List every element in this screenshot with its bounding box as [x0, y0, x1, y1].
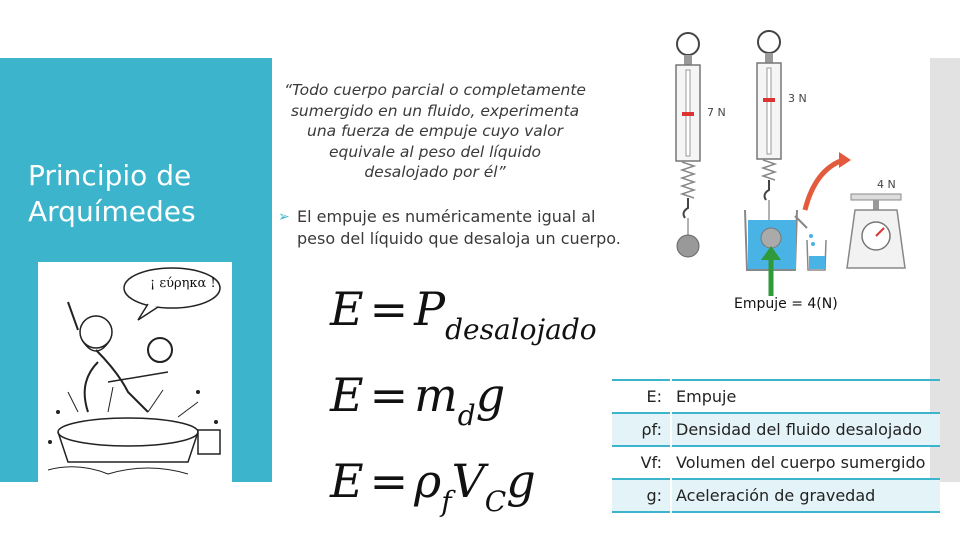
scale1-reading: 7 N [707, 106, 726, 119]
quote-line: sumergido en un fluido, experimenta [290, 101, 580, 120]
archimedes-illustration [38, 262, 232, 482]
formula-empuje-masa [330, 368, 506, 432]
legend-row [612, 446, 940, 479]
formula-equals: = [369, 368, 409, 422]
bullet-line: El empuje es numéricamente igual al [297, 207, 596, 226]
archimedes-quote [275, 80, 595, 183]
formula-symbol: ρ [414, 454, 442, 508]
buoyancy-diagram [655, 20, 930, 275]
legend-row [612, 479, 940, 512]
formula-symbol: P [414, 282, 446, 336]
spring-scales-drawing [655, 20, 930, 275]
archimedes-bath-drawing [38, 262, 232, 482]
formula-subscript: C [484, 485, 507, 518]
formula-symbol: g [506, 454, 536, 508]
quote-line: una fuerza de empuje cuyo valor [307, 122, 563, 140]
bullet-point [278, 206, 637, 250]
quote-line: equivale al peso del líquido [328, 142, 542, 161]
formula-symbol: E [330, 368, 364, 422]
empuje-label: Empuje = 4(N) [734, 296, 838, 312]
quote-line: “Todo cuerpo parcial o completamente [284, 81, 586, 99]
legend-symbol: g: [646, 486, 662, 505]
legend-row [612, 380, 940, 413]
quote-line: desalojado por él” [364, 163, 506, 181]
formula-symbol: E [330, 454, 364, 508]
slide-title: Principio de Arquímedes [28, 159, 196, 228]
formula-equals: = [369, 282, 409, 336]
formula-subscript: f [441, 485, 452, 518]
legend-description: Volumen del cuerpo sumergido [671, 446, 940, 479]
formula-symbol: V [451, 454, 485, 508]
formula-symbol: g [475, 368, 506, 422]
legend-row [612, 413, 940, 446]
formula-equals: = [369, 454, 409, 508]
legend-symbol: ρf: [641, 420, 662, 439]
formula-subscript: d [457, 399, 476, 432]
legend-description: Empuje [671, 380, 940, 413]
legend-description: Aceleración de gravedad [671, 479, 940, 512]
formula-symbol: E [330, 282, 364, 336]
balance-reading: 4 N [877, 178, 896, 191]
eureka-bubble-text: ¡ εύρηκα ! [150, 276, 216, 291]
variables-legend-table [612, 379, 940, 513]
legend-description: Densidad del fluido desalojado [671, 413, 940, 446]
formula-symbol: m [414, 368, 458, 422]
bullet-arrow-icon: ➢ [278, 209, 290, 225]
formula-subscript: desalojado [445, 313, 597, 346]
scale2-reading: 3 N [788, 92, 807, 105]
empuje-arrow-stem [766, 250, 776, 296]
bullet-line: peso del líquido que desaloja un cuerpo. [297, 229, 621, 248]
formula-empuje-peso [330, 282, 597, 346]
legend-symbol: Vf: [640, 453, 662, 472]
legend-symbol: E: [646, 387, 662, 406]
formula-empuje-densidad [330, 454, 536, 518]
